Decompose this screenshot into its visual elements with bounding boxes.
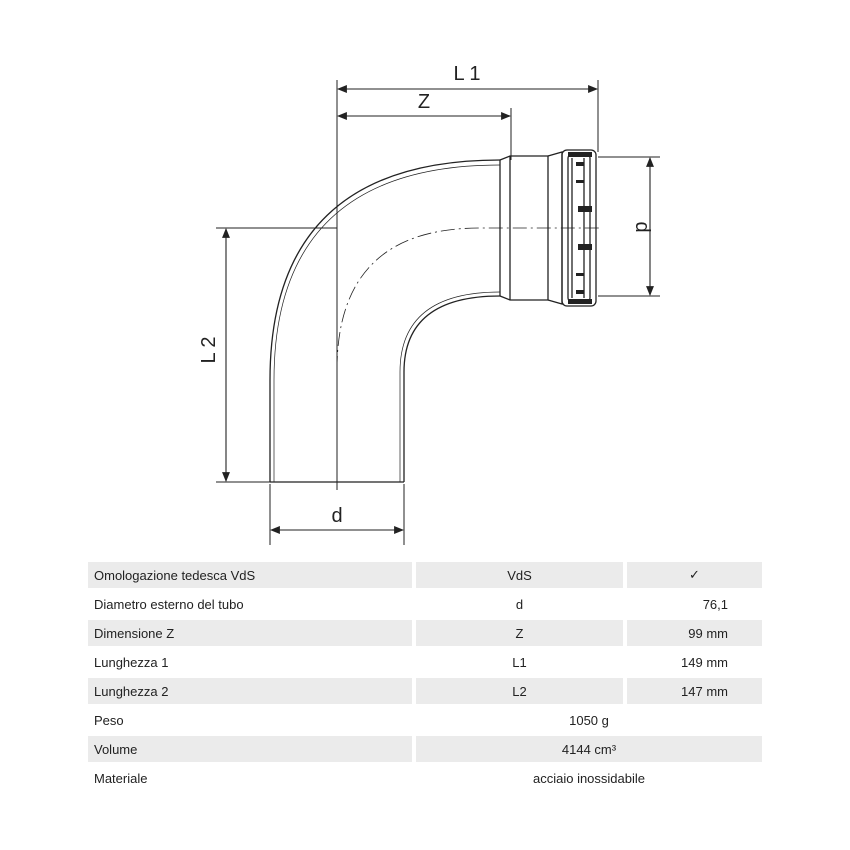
row-name: Materiale	[88, 765, 416, 794]
row-name: Lunghezza 2	[88, 678, 416, 707]
row-value: 4144 cm³	[416, 736, 762, 765]
check-icon: ✓	[627, 562, 762, 591]
row-name: Omologazione tedesca VdS	[88, 562, 416, 591]
row-value: 1050 g	[416, 707, 762, 736]
row-symbol: d	[416, 591, 627, 620]
row-name: Dimensione Z	[88, 620, 416, 649]
row-name: Diametro esterno del tubo	[88, 591, 416, 620]
specifications-table	[88, 562, 762, 794]
centerline	[337, 228, 600, 490]
label-z: Z	[417, 91, 431, 113]
row-value: 99 mm	[627, 620, 762, 649]
table-row	[88, 765, 762, 794]
table-row	[88, 707, 762, 736]
extension-lines	[216, 80, 660, 545]
row-name: Lunghezza 1	[88, 649, 416, 678]
row-symbol: L2	[416, 678, 627, 707]
row-value: 149 mm	[627, 649, 762, 678]
row-symbol: L1	[416, 649, 627, 678]
label-d-right: d	[631, 221, 653, 233]
table-row	[88, 649, 762, 678]
row-value: 76,1	[627, 591, 762, 620]
table-row	[88, 620, 762, 649]
label-l1: L 1	[453, 63, 481, 85]
label-l2: L 2	[198, 336, 220, 364]
table-row	[88, 562, 762, 591]
row-name: Peso	[88, 707, 416, 736]
table-row	[88, 736, 762, 765]
row-value: 147 mm	[627, 678, 762, 707]
row-name: Volume	[88, 736, 416, 765]
elbow-body	[270, 150, 596, 482]
row-symbol: Z	[416, 620, 627, 649]
table-row	[88, 591, 762, 620]
label-d-bottom: d	[331, 505, 343, 527]
row-symbol: VdS	[416, 562, 627, 591]
table-row	[88, 678, 762, 707]
row-value: acciaio inossidabile	[416, 765, 762, 794]
